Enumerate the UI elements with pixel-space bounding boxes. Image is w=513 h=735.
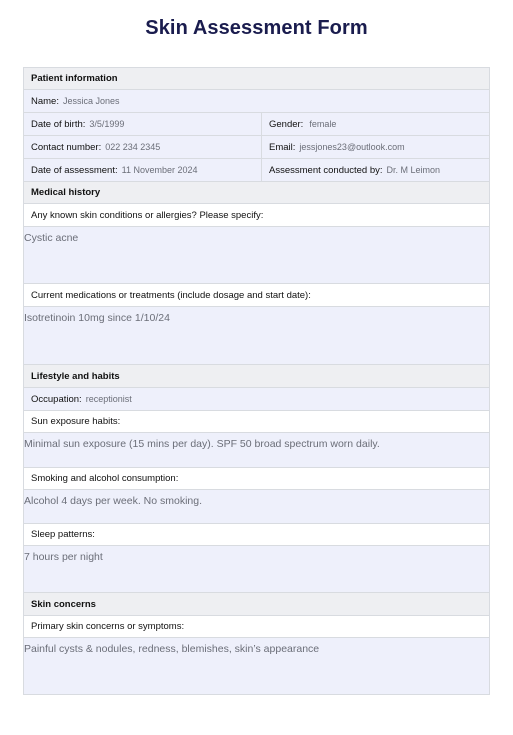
name-value[interactable]: Jessica Jones <box>62 96 120 106</box>
sun-exposure-textarea[interactable] <box>23 433 490 468</box>
dob-value[interactable]: 3/5/1999 <box>89 119 125 129</box>
primary-concerns-label-row <box>23 616 490 638</box>
gender-field[interactable] <box>262 113 489 135</box>
skin-assessment-form <box>23 67 490 695</box>
section-title: Skin concerns <box>31 598 96 610</box>
skin-conditions-value[interactable]: Cystic acne <box>24 232 79 244</box>
contact-number-value[interactable]: 022 234 2345 <box>105 142 161 152</box>
dob-gender-row <box>23 113 490 136</box>
section-title: Lifestyle and habits <box>31 370 120 382</box>
section-header-skin-concerns <box>23 593 490 616</box>
sun-exposure-label-row <box>23 411 490 433</box>
assessment-date-field[interactable] <box>24 159 262 181</box>
sun-exposure-value[interactable]: Minimal sun exposure (15 mins per day). SPF 50 broad spectrum worn daily. <box>24 438 380 450</box>
medications-label: Current medications or treatments (include dosage and start date): <box>31 289 311 301</box>
sleep-patterns-value[interactable]: 7 hours per night <box>24 551 103 563</box>
section-title: Patient information <box>31 73 118 84</box>
section-title: Medical history <box>31 187 101 198</box>
section-header-medical-history <box>23 182 490 204</box>
assessment-conducted-by-value[interactable]: Dr. M Leimon <box>386 165 441 175</box>
form-title: Skin Assessment Form <box>145 17 368 39</box>
contact-number-label: Contact number: <box>31 141 102 153</box>
assessment-date-conducted-row <box>23 159 490 182</box>
medications-label-row <box>23 284 490 307</box>
name-label: Name: <box>31 95 59 107</box>
smoking-alcohol-label: Smoking and alcohol consumption: <box>31 473 179 484</box>
primary-concerns-label: Primary skin concerns or symptoms: <box>31 621 185 632</box>
contact-email-row <box>23 136 490 159</box>
skin-conditions-label-row <box>23 204 490 227</box>
section-header-lifestyle-and-habits <box>23 365 490 388</box>
sleep-patterns-label: Sleep patterns: <box>31 529 95 540</box>
primary-concerns-value[interactable]: Painful cysts & nodules, redness, blemishes, skin’s appearance <box>24 643 320 655</box>
assessment-date-label: Date of assessment: <box>31 164 118 176</box>
sun-exposure-label: Sun exposure habits: <box>31 416 121 427</box>
assessment-conducted-by-label: Assessment conducted by: <box>269 164 383 176</box>
assessment-date-value[interactable]: 11 November 2024 <box>121 165 198 175</box>
dob-field[interactable] <box>24 113 262 135</box>
sleep-patterns-textarea[interactable] <box>23 546 490 593</box>
smoking-alcohol-label-row <box>23 468 490 490</box>
email-field[interactable] <box>262 136 489 158</box>
email-label: Email: <box>269 141 296 153</box>
sleep-patterns-label-row <box>23 524 490 546</box>
medications-textarea[interactable] <box>23 307 490 365</box>
contact-number-field[interactable] <box>24 136 262 158</box>
section-header-patient-information <box>23 67 490 90</box>
primary-concerns-textarea[interactable] <box>23 638 490 695</box>
skin-conditions-label: Any known skin conditions or allergies? Please specify: <box>31 209 264 221</box>
occupation-value[interactable]: receptionist <box>85 394 132 404</box>
name-field[interactable] <box>23 90 490 113</box>
email-value[interactable]: jessjones23@outlook.com <box>299 142 405 152</box>
gender-value[interactable]: female <box>309 119 337 129</box>
occupation-field[interactable] <box>23 388 490 411</box>
gender-label: Gender: <box>269 118 304 130</box>
assessment-conducted-by-field[interactable] <box>262 159 489 181</box>
dob-label: Date of birth: <box>31 118 86 130</box>
medications-value[interactable]: Isotretinoin 10mg since 1/10/24 <box>24 312 170 324</box>
smoking-alcohol-value[interactable]: Alcohol 4 days per week. No smoking. <box>24 495 203 507</box>
smoking-alcohol-textarea[interactable] <box>23 490 490 524</box>
skin-conditions-textarea[interactable] <box>23 227 490 284</box>
occupation-label: Occupation: <box>31 393 82 405</box>
